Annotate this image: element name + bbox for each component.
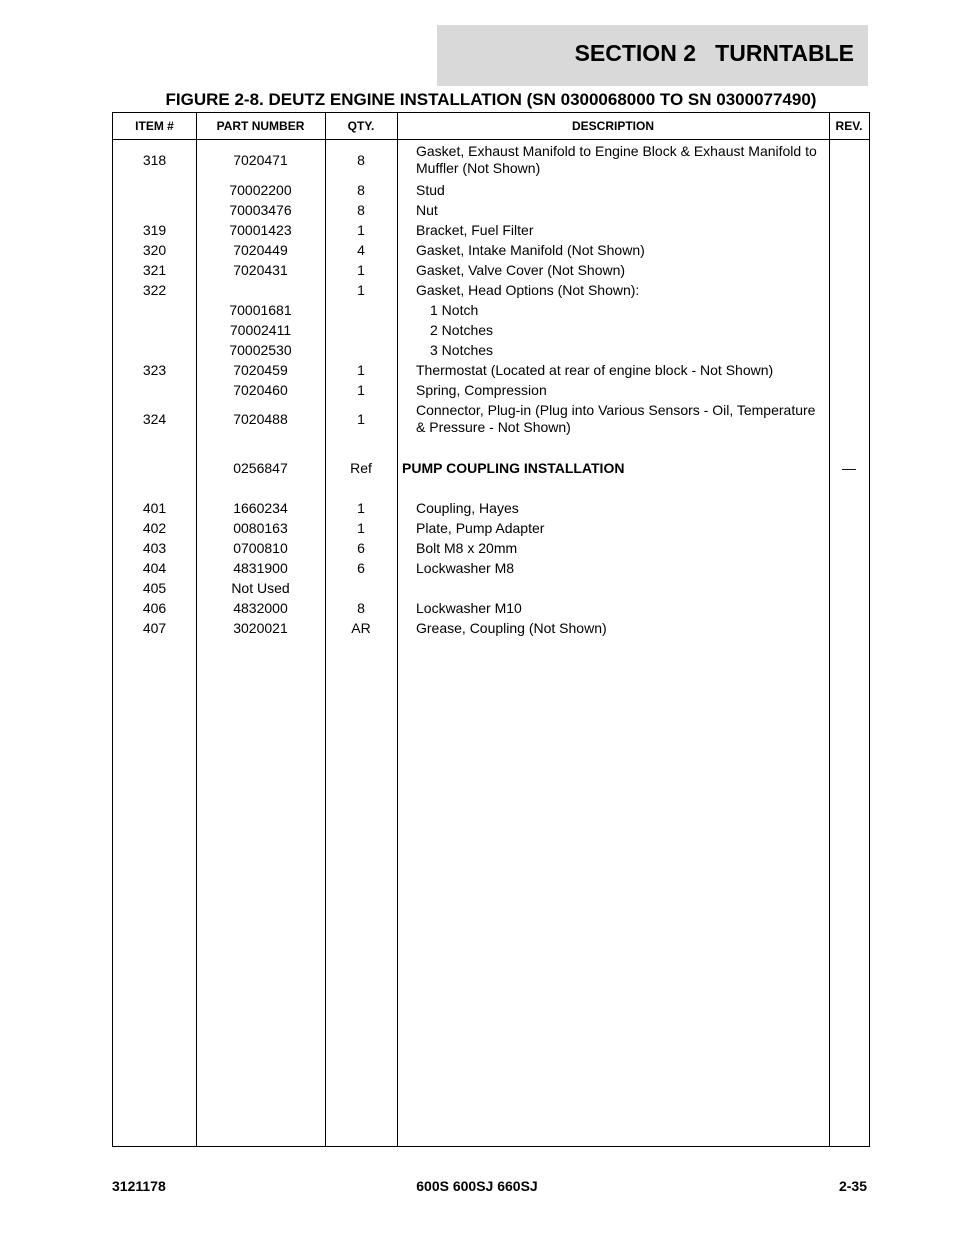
table-row bbox=[113, 598, 869, 618]
cell-part-number: 1660234 bbox=[233, 499, 288, 516]
table-row bbox=[113, 380, 869, 400]
table-row bbox=[113, 538, 869, 558]
cell-description: 1 Notch bbox=[430, 301, 479, 318]
parts-table bbox=[112, 112, 870, 1147]
table-row bbox=[113, 140, 869, 180]
cell-item: 403 bbox=[142, 539, 167, 556]
cell-qty: 8 bbox=[357, 181, 365, 198]
cell-part-number: 7020459 bbox=[233, 361, 288, 378]
table-row bbox=[113, 498, 869, 518]
cell-item: 401 bbox=[142, 499, 167, 516]
cell-item: 321 bbox=[142, 261, 167, 278]
table-body bbox=[113, 140, 869, 638]
cell-item: 407 bbox=[142, 619, 167, 636]
cell-description-heading: PUMP COUPLING INSTALLATION bbox=[402, 459, 625, 476]
cell-description: Stud bbox=[416, 181, 445, 198]
table-row bbox=[113, 180, 869, 200]
table-row bbox=[113, 220, 869, 240]
table-row bbox=[113, 280, 869, 300]
cell-part-number: 4831900 bbox=[233, 559, 288, 576]
cell-part-number: 7020431 bbox=[233, 261, 288, 278]
table-row bbox=[113, 200, 869, 220]
cell-description: Nut bbox=[416, 201, 438, 218]
table-row bbox=[113, 240, 869, 260]
cell-part-number: 70002200 bbox=[229, 181, 292, 198]
cell-qty: 1 bbox=[357, 361, 365, 378]
cell-part-number: 0256847 bbox=[233, 459, 288, 476]
column-header-rev: REV. bbox=[835, 119, 863, 133]
cell-part-number: Not Used bbox=[231, 579, 290, 596]
footer-doc-number: 3121178 bbox=[112, 1178, 166, 1194]
table-row bbox=[113, 518, 869, 538]
cell-description: Gasket, Intake Manifold (Not Shown) bbox=[416, 241, 645, 258]
cell-description: Gasket, Valve Cover (Not Shown) bbox=[416, 261, 626, 278]
cell-description: Connector, Plug-in (Plug into Various Sensors - Oil, Temperature & Pressure - Not Shown) bbox=[416, 402, 816, 435]
cell-item: 322 bbox=[142, 281, 167, 298]
cell-qty: 6 bbox=[357, 539, 365, 556]
cell-item: 319 bbox=[142, 221, 167, 238]
cell-part-number: 7020460 bbox=[233, 381, 288, 398]
table-row bbox=[113, 340, 869, 360]
cell-item: 324 bbox=[142, 410, 167, 427]
cell-part-number: 70002530 bbox=[229, 341, 292, 358]
cell-part-number: 4832000 bbox=[233, 599, 288, 616]
cell-part-number: 70002411 bbox=[229, 321, 292, 338]
table-row bbox=[113, 360, 869, 380]
cell-description: Gasket, Head Options (Not Shown): bbox=[416, 281, 640, 298]
cell-qty: 4 bbox=[357, 241, 365, 258]
column-header-description: DESCRIPTION bbox=[571, 119, 654, 133]
cell-description: Spring, Compression bbox=[416, 381, 547, 398]
cell-part-number: 0080163 bbox=[233, 519, 288, 536]
table-row bbox=[113, 558, 869, 578]
cell-qty: 1 bbox=[357, 410, 365, 427]
cell-qty: 8 bbox=[357, 201, 365, 218]
table-row bbox=[113, 260, 869, 280]
table-row bbox=[113, 400, 869, 438]
cell-part-number: 70001423 bbox=[229, 221, 292, 238]
cell-item: 405 bbox=[142, 579, 167, 596]
cell-qty: 1 bbox=[357, 499, 365, 516]
cell-qty: 6 bbox=[357, 559, 365, 576]
cell-rev: — bbox=[842, 459, 856, 476]
cell-description: Lockwasher M10 bbox=[416, 599, 522, 616]
cell-item: 404 bbox=[142, 559, 167, 576]
cell-description: Gasket, Exhaust Manifold to Engine Block & Exhaust Manifold to Muffler (Not Shown) bbox=[416, 143, 817, 176]
column-header-item: ITEM # bbox=[135, 119, 174, 133]
cell-qty: 1 bbox=[357, 381, 365, 398]
table-row bbox=[113, 578, 869, 598]
cell-part-number: 7020488 bbox=[233, 410, 288, 427]
cell-part-number: 7020449 bbox=[233, 241, 288, 258]
cell-qty: 1 bbox=[357, 221, 365, 238]
figure-title: FIGURE 2-8. DEUTZ ENGINE INSTALLATION (SN 0300068000 TO SN 0300077490) bbox=[165, 90, 817, 109]
cell-description: 3 Notches bbox=[430, 341, 494, 358]
footer-models: 600S 600SJ 660SJ bbox=[416, 1178, 538, 1194]
cell-description: Coupling, Hayes bbox=[416, 499, 519, 516]
cell-qty: 1 bbox=[357, 519, 365, 536]
cell-description: 2 Notches bbox=[430, 321, 494, 338]
cell-qty: AR bbox=[351, 619, 371, 636]
cell-item: 320 bbox=[142, 241, 167, 258]
column-header-qty: QTY. bbox=[347, 119, 375, 133]
cell-qty: 8 bbox=[357, 151, 365, 168]
cell-description: Plate, Pump Adapter bbox=[416, 519, 545, 536]
cell-qty: 1 bbox=[357, 261, 365, 278]
table-row bbox=[113, 618, 869, 638]
cell-part-number: 70003476 bbox=[229, 201, 292, 218]
cell-part-number: 0700810 bbox=[233, 539, 288, 556]
cell-description: Bracket, Fuel Filter bbox=[416, 221, 534, 238]
cell-part-number: 3020021 bbox=[233, 619, 288, 636]
cell-qty: 8 bbox=[357, 599, 365, 616]
cell-qty: 1 bbox=[357, 281, 365, 298]
cell-part-number: 70001681 bbox=[229, 301, 292, 318]
section-header-box bbox=[437, 25, 868, 86]
cell-item: 402 bbox=[142, 519, 167, 536]
cell-qty: Ref bbox=[350, 459, 372, 476]
footer-page-number: 2-35 bbox=[838, 1178, 867, 1194]
cell-part-number: 7020471 bbox=[233, 151, 288, 168]
cell-description: Thermostat (Located at rear of engine block - Not Shown) bbox=[416, 361, 774, 378]
section-title: SECTION 2 TURNTABLE bbox=[574, 40, 854, 66]
cell-item: 318 bbox=[142, 151, 167, 168]
cell-description: Bolt M8 x 20mm bbox=[416, 539, 518, 556]
cell-description: Lockwasher M8 bbox=[416, 559, 515, 576]
cell-description: Grease, Coupling (Not Shown) bbox=[416, 619, 607, 636]
table-row bbox=[113, 300, 869, 320]
column-header-part-number: PART NUMBER bbox=[216, 119, 305, 133]
table-row bbox=[113, 320, 869, 340]
cell-item: 406 bbox=[142, 599, 167, 616]
cell-item: 323 bbox=[142, 361, 167, 378]
table-row bbox=[113, 458, 869, 478]
